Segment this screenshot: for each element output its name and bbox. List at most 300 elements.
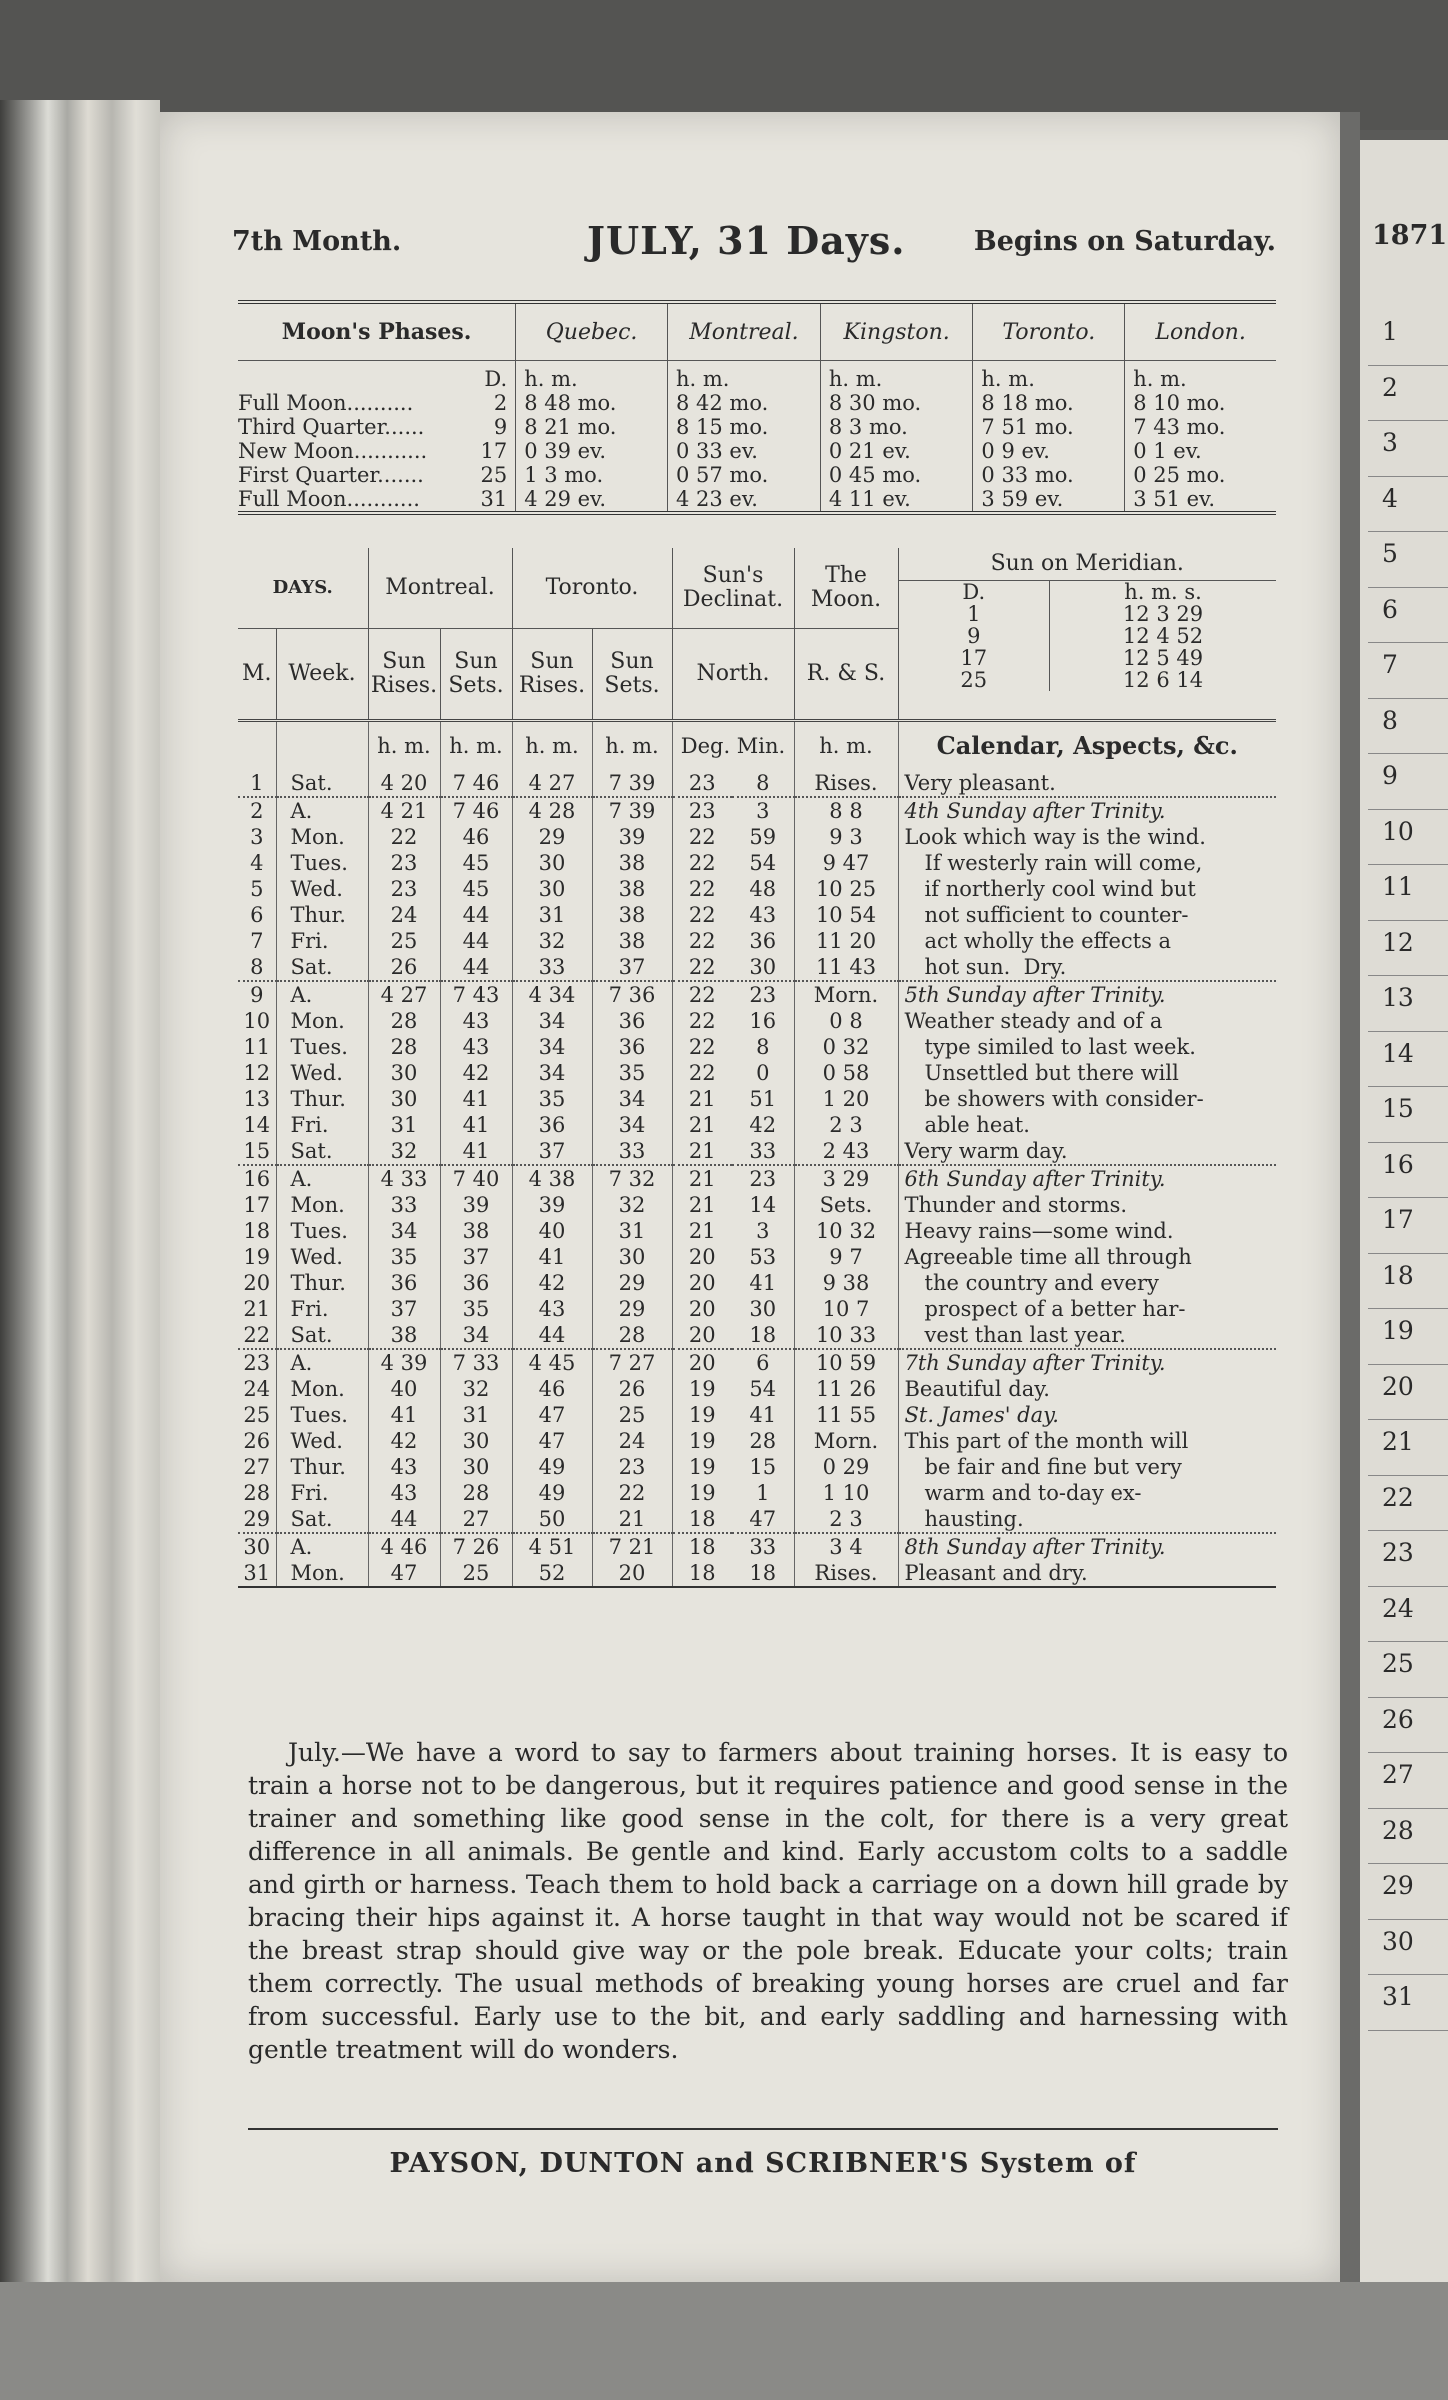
toronto-sunrise: 39 bbox=[512, 1192, 592, 1218]
toronto-sunset: 22 bbox=[592, 1480, 672, 1506]
montreal-sunrise: 26 bbox=[368, 954, 440, 981]
calendar-row bbox=[238, 954, 1276, 981]
declination-deg: 19 bbox=[688, 1377, 716, 1401]
day-number: 25 bbox=[238, 1402, 276, 1428]
facing-page-number: 20 bbox=[1368, 1365, 1448, 1421]
moon-phases-title: Moon's Phases. bbox=[238, 302, 516, 361]
declination-deg: 22 bbox=[688, 1061, 716, 1085]
moon-phase-time: 3 51 ev. bbox=[1133, 487, 1216, 511]
city-quebec: Quebec. bbox=[516, 302, 668, 361]
declination-deg: 21 bbox=[688, 1087, 716, 1111]
weekday: A. bbox=[276, 981, 368, 1008]
montreal-sunset: 7 26 bbox=[440, 1533, 512, 1560]
montreal-sunrise: 47 bbox=[368, 1560, 440, 1587]
weekday: Mon. bbox=[276, 1192, 368, 1218]
facing-page-number: 24 bbox=[1368, 1587, 1448, 1643]
declination-deg: 20 bbox=[672, 1349, 732, 1376]
moon-units-blank bbox=[238, 361, 480, 392]
day-number: 23 bbox=[238, 1349, 276, 1376]
moon-phase-time: 1 3 mo. bbox=[516, 463, 668, 487]
month-label: 7th Month. bbox=[232, 226, 402, 257]
montreal-sunrise: 34 bbox=[368, 1218, 440, 1244]
city-kingston: Kingston. bbox=[820, 302, 973, 361]
montreal-sunset: 44 bbox=[440, 954, 512, 981]
weekday: Fri. bbox=[276, 1112, 368, 1138]
toronto-sunrise: 41 bbox=[512, 1244, 592, 1270]
calendar-note: type similed to last week. bbox=[904, 1035, 1196, 1059]
calendar-row bbox=[238, 1376, 1276, 1402]
moon-rise-set: 11 43 bbox=[794, 954, 898, 981]
toronto-sunset: 37 bbox=[592, 954, 672, 981]
weekday: A. bbox=[276, 797, 368, 824]
montreal-sunrise: 28 bbox=[368, 1008, 440, 1034]
montreal-sunset: 7 40 bbox=[440, 1165, 512, 1192]
weekday: Mon. bbox=[276, 1376, 368, 1402]
montreal-sunset: 34 bbox=[440, 1322, 512, 1349]
meridian-time: 12 3 29 bbox=[1122, 602, 1204, 626]
day-number: 22 bbox=[238, 1322, 276, 1349]
day-number: 17 bbox=[238, 1192, 276, 1218]
moon-phase-name: Third Quarter...... bbox=[238, 415, 425, 439]
calendar-note: warm and to-day ex- bbox=[904, 1481, 1142, 1505]
days-header: DAYS. bbox=[238, 548, 368, 629]
facing-page-number: 26 bbox=[1368, 1698, 1448, 1754]
moon-phase-time: 0 25 mo. bbox=[1133, 463, 1226, 487]
declination-min: 42 bbox=[732, 1112, 794, 1138]
calendar-note: 5th Sunday after Trinity. bbox=[898, 981, 1276, 1008]
montreal-sunrise: 28 bbox=[368, 1034, 440, 1060]
moon-units-row bbox=[238, 361, 1276, 392]
moon-phase-time: 0 39 ev. bbox=[516, 439, 668, 463]
declination-min: 1 bbox=[732, 1480, 794, 1506]
declination-min: 30 bbox=[732, 954, 794, 981]
montreal-sunrise: 40 bbox=[368, 1376, 440, 1402]
toronto-sunset: 21 bbox=[592, 1506, 672, 1533]
moon-phases-body bbox=[238, 361, 1276, 514]
toronto-sunrise: 49 bbox=[512, 1480, 592, 1506]
calendar-row bbox=[238, 1218, 1276, 1244]
moon-phase-time: 8 18 mo. bbox=[973, 391, 1125, 415]
day-number: 29 bbox=[238, 1506, 276, 1533]
day-number: 21 bbox=[238, 1296, 276, 1322]
moon-rise-set: 2 3 bbox=[794, 1506, 898, 1533]
facing-page-number: 31 bbox=[1368, 1975, 1448, 2031]
weekday: A. bbox=[276, 1349, 368, 1376]
toronto-sunset: 26 bbox=[592, 1376, 672, 1402]
calendar-note: Heavy rains—some wind. bbox=[904, 1219, 1174, 1243]
montreal-sunset: 43 bbox=[440, 1034, 512, 1060]
toronto-sunset: 20 bbox=[592, 1560, 672, 1587]
calendar-note: act wholly the effects a bbox=[904, 929, 1172, 953]
montreal-sunset: 7 43 bbox=[440, 981, 512, 1008]
montreal-sunset: 41 bbox=[440, 1138, 512, 1165]
toronto-sunrise: 35 bbox=[512, 1086, 592, 1112]
toronto-sunrise: 47 bbox=[512, 1428, 592, 1454]
facing-page-number: 18 bbox=[1368, 1254, 1448, 1310]
meridian-time: 12 6 14 bbox=[1122, 668, 1204, 692]
toronto-sunrise: 30 bbox=[512, 850, 592, 876]
moon-phase-name: Full Moon........... bbox=[238, 487, 420, 511]
weekday: Wed. bbox=[276, 876, 368, 902]
weekday: Mon. bbox=[276, 824, 368, 850]
moon-phase-time: 8 21 mo. bbox=[516, 415, 668, 439]
calendar-note: Thunder and storms. bbox=[904, 1193, 1128, 1217]
toronto-sunset: 29 bbox=[592, 1296, 672, 1322]
declination-deg: 19 bbox=[688, 1403, 716, 1427]
moon-rise-set: Rises. bbox=[794, 1560, 898, 1587]
declination-min: 51 bbox=[732, 1086, 794, 1112]
moon-rise-set: 10 33 bbox=[794, 1322, 898, 1349]
moon-rise-set: 2 3 bbox=[794, 1112, 898, 1138]
day-number: 11 bbox=[238, 1034, 276, 1060]
calendar-row bbox=[238, 1402, 1276, 1428]
meridian-row bbox=[899, 669, 1277, 691]
moon-rise-set: 0 58 bbox=[794, 1060, 898, 1086]
moon-unit-day: D. bbox=[480, 361, 515, 392]
day-number: 19 bbox=[238, 1244, 276, 1270]
moon-phase-time: 8 15 mo. bbox=[667, 415, 820, 439]
calendar-row bbox=[238, 1060, 1276, 1086]
calendar-row bbox=[238, 902, 1276, 928]
calendar-note: 6th Sunday after Trinity. bbox=[898, 1165, 1276, 1192]
weekday: Wed. bbox=[276, 1060, 368, 1086]
moon-rise-set: 9 38 bbox=[794, 1270, 898, 1296]
weekday: A. bbox=[276, 1533, 368, 1560]
declination-min: 54 bbox=[732, 850, 794, 876]
calendar-row bbox=[238, 770, 1276, 797]
toronto-sunset: 34 bbox=[592, 1086, 672, 1112]
calendar-row bbox=[238, 1349, 1276, 1376]
day-number: 1 bbox=[238, 770, 276, 797]
facing-page-number: 22 bbox=[1368, 1476, 1448, 1532]
toronto-sunrise: 34 bbox=[512, 1060, 592, 1086]
montreal-sunset: 41 bbox=[440, 1112, 512, 1138]
montreal-sunrise: 38 bbox=[368, 1322, 440, 1349]
montreal-sunrise: 4 39 bbox=[368, 1349, 440, 1376]
declination-deg: 20 bbox=[688, 1245, 716, 1269]
calendar-row bbox=[238, 1165, 1276, 1192]
calendar-row bbox=[238, 797, 1276, 824]
calendar-row bbox=[238, 1296, 1276, 1322]
montreal-sunset: 41 bbox=[440, 1086, 512, 1112]
background-top bbox=[0, 0, 1448, 130]
declination-deg: 22 bbox=[688, 851, 716, 875]
declination-deg: 21 bbox=[688, 1193, 716, 1217]
declination-min: 59 bbox=[732, 824, 794, 850]
declination-min: 41 bbox=[732, 1270, 794, 1296]
page-footer: PAYSON, DUNTON and SCRIBNER'S System of bbox=[389, 2148, 1137, 2179]
toronto-sunset: 32 bbox=[592, 1192, 672, 1218]
weekday: A. bbox=[276, 1165, 368, 1192]
montreal-sunrise: 23 bbox=[368, 876, 440, 902]
moon-rise-set: 0 32 bbox=[794, 1034, 898, 1060]
weekday: Wed. bbox=[276, 1428, 368, 1454]
declination-min: 28 bbox=[732, 1428, 794, 1454]
day-number: 20 bbox=[238, 1270, 276, 1296]
montreal-sunrise: 44 bbox=[368, 1506, 440, 1533]
declination-deg: 19 bbox=[688, 1481, 716, 1505]
montreal-sunset: 25 bbox=[440, 1560, 512, 1587]
moon-phase-day: 9 bbox=[480, 415, 515, 439]
montreal-sunset: 45 bbox=[440, 876, 512, 902]
calendar-note: Agreeable time all through bbox=[904, 1245, 1192, 1269]
declination-deg: 21 bbox=[688, 1139, 716, 1163]
declination-min: 23 bbox=[732, 981, 794, 1008]
background-bottom bbox=[0, 2282, 1448, 2400]
calendar-row bbox=[238, 850, 1276, 876]
moon-rise-set: 1 10 bbox=[794, 1480, 898, 1506]
moon-rise-set: 1 20 bbox=[794, 1086, 898, 1112]
toronto-sunrise: 47 bbox=[512, 1402, 592, 1428]
calendar-row bbox=[238, 1322, 1276, 1349]
montreal-sunset: 36 bbox=[440, 1270, 512, 1296]
toronto-sunset: 34 bbox=[592, 1112, 672, 1138]
moon-phase-day: 17 bbox=[480, 439, 515, 463]
toronto-sunrise: 43 bbox=[512, 1296, 592, 1322]
meridian-unit-hms: h. m. s. bbox=[1124, 580, 1202, 604]
unit-hm: h. m. bbox=[368, 721, 440, 771]
weekday: Sat. bbox=[276, 1322, 368, 1349]
weekday: Tues. bbox=[276, 1218, 368, 1244]
facing-page-number: 14 bbox=[1368, 1032, 1448, 1088]
moon-phase-time: 0 33 ev. bbox=[667, 439, 820, 463]
weekday: Sat. bbox=[276, 954, 368, 981]
moon-phase-name: Full Moon.......... bbox=[238, 391, 414, 415]
day-number: 8 bbox=[238, 954, 276, 981]
declination-deg: 21 bbox=[672, 1165, 732, 1192]
moon-rise-set: 9 7 bbox=[794, 1244, 898, 1270]
weekday: Thur. bbox=[276, 1086, 368, 1112]
meridian-table bbox=[899, 581, 1277, 691]
declination-deg: 19 bbox=[688, 1455, 716, 1479]
toronto-sunrise: 50 bbox=[512, 1506, 592, 1533]
toronto-sunrise: 52 bbox=[512, 1560, 592, 1587]
montreal-sunrise: 43 bbox=[368, 1480, 440, 1506]
montreal-sunset: 7 33 bbox=[440, 1349, 512, 1376]
week-header: Week. bbox=[276, 629, 368, 721]
calendar-note: hausting. bbox=[904, 1507, 1024, 1531]
calendar-row bbox=[238, 1034, 1276, 1060]
toronto-sunrise: 34 bbox=[512, 1034, 592, 1060]
declination-deg: 18 bbox=[688, 1561, 716, 1585]
facing-page-number: 12 bbox=[1368, 921, 1448, 977]
moon-rise-set: 9 3 bbox=[794, 824, 898, 850]
declination-deg: 20 bbox=[688, 1271, 716, 1295]
toronto-sunrise: 33 bbox=[512, 954, 592, 981]
declination-deg: 21 bbox=[688, 1219, 716, 1243]
moon-phase-time: 4 23 ev. bbox=[667, 487, 820, 513]
declination-header: Sun's Declinat. bbox=[672, 548, 794, 629]
calendar-body bbox=[238, 721, 1276, 1588]
toronto-sunset: 29 bbox=[592, 1270, 672, 1296]
day-number: 5 bbox=[238, 876, 276, 902]
day-number: 15 bbox=[238, 1138, 276, 1165]
moon-rise-set: 11 20 bbox=[794, 928, 898, 954]
montreal-sunset: 44 bbox=[440, 902, 512, 928]
calendar-row bbox=[238, 1008, 1276, 1034]
meridian-units-row bbox=[899, 581, 1277, 603]
weekday: Tues. bbox=[276, 1034, 368, 1060]
moon-rise-set: 9 47 bbox=[794, 850, 898, 876]
day-number: 24 bbox=[238, 1376, 276, 1402]
day-number: 31 bbox=[238, 1560, 276, 1587]
toronto-sunset: 35 bbox=[592, 1060, 672, 1086]
moon-phase-name: First Quarter....... bbox=[238, 463, 424, 487]
toronto-sunset: 24 bbox=[592, 1428, 672, 1454]
moon-header: The Moon. bbox=[794, 548, 898, 629]
montreal-sunset: 38 bbox=[440, 1218, 512, 1244]
montreal-sunrise: 31 bbox=[368, 1112, 440, 1138]
toronto-sunrise: 37 bbox=[512, 1138, 592, 1165]
facing-page-number: 8 bbox=[1368, 699, 1448, 755]
calendar-note: hot sun. Dry. bbox=[904, 955, 1067, 979]
facing-page-number: 28 bbox=[1368, 1809, 1448, 1865]
moon-rise-set: Sets. bbox=[794, 1192, 898, 1218]
moon-rise-set: 11 26 bbox=[794, 1376, 898, 1402]
declination-deg: 23 bbox=[672, 797, 732, 824]
declination-deg: 23 bbox=[688, 771, 716, 795]
meridian-block bbox=[898, 548, 1276, 721]
weekday: Sat. bbox=[276, 770, 368, 797]
toronto-sunrise: 31 bbox=[512, 902, 592, 928]
weekday: Mon. bbox=[276, 1560, 368, 1587]
weekday: Mon. bbox=[276, 1008, 368, 1034]
moon-unit-hm: h. m. bbox=[516, 361, 668, 392]
declination-deg: 22 bbox=[688, 1009, 716, 1033]
toronto-sunset: 36 bbox=[592, 1008, 672, 1034]
toronto-sunrise: 4 38 bbox=[512, 1165, 592, 1192]
calendar-row bbox=[238, 1138, 1276, 1165]
calendar-row bbox=[238, 1270, 1276, 1296]
weekday: Tues. bbox=[276, 1402, 368, 1428]
moon-rise-set: 10 59 bbox=[794, 1349, 898, 1376]
declination-min: 54 bbox=[732, 1376, 794, 1402]
montreal-sunset: 28 bbox=[440, 1480, 512, 1506]
declination-min: 43 bbox=[732, 902, 794, 928]
moon-phase-time: 0 33 mo. bbox=[973, 463, 1125, 487]
toronto-sunrise: 4 28 bbox=[512, 797, 592, 824]
moon-phase-row bbox=[238, 463, 1276, 487]
toronto-sunset: 7 39 bbox=[592, 770, 672, 797]
moon-phase-name: New Moon........... bbox=[238, 439, 428, 463]
declination-deg: 20 bbox=[688, 1323, 716, 1347]
declination-min: 16 bbox=[732, 1008, 794, 1034]
toronto-sunrise: 34 bbox=[512, 1008, 592, 1034]
montreal-sunset: 32 bbox=[440, 1376, 512, 1402]
calendar-note: be fair and fine but very bbox=[904, 1455, 1182, 1479]
montreal-sunrise: 42 bbox=[368, 1428, 440, 1454]
calendar-row bbox=[238, 1244, 1276, 1270]
calendar-row bbox=[238, 981, 1276, 1008]
moon-phase-time: 0 21 ev. bbox=[820, 439, 973, 463]
montreal-sunset: 44 bbox=[440, 928, 512, 954]
montreal-sunset: 37 bbox=[440, 1244, 512, 1270]
m-header: M. bbox=[238, 629, 276, 721]
declination-deg: 18 bbox=[672, 1533, 732, 1560]
toronto-rises-header: Sun Rises. bbox=[512, 629, 592, 721]
toronto-sunrise: 4 27 bbox=[512, 770, 592, 797]
calendar-row bbox=[238, 1533, 1276, 1560]
montreal-sunrise: 22 bbox=[368, 824, 440, 850]
calendar-row bbox=[238, 1506, 1276, 1533]
toronto-sunset: 36 bbox=[592, 1034, 672, 1060]
facing-page-number: 11 bbox=[1368, 865, 1448, 921]
toronto-sunset: 38 bbox=[592, 850, 672, 876]
footer-rule bbox=[248, 2128, 1278, 2130]
declination-min: 48 bbox=[732, 876, 794, 902]
calendar-note: Weather steady and of a bbox=[904, 1009, 1163, 1033]
calendar-note: prospect of a better har- bbox=[904, 1297, 1186, 1321]
montreal-sunrise: 4 27 bbox=[368, 981, 440, 1008]
unit-hm: h. m. bbox=[592, 721, 672, 771]
toronto-sunset: 7 21 bbox=[592, 1533, 672, 1560]
toronto-sunset: 7 32 bbox=[592, 1165, 672, 1192]
declination-deg: 22 bbox=[688, 955, 716, 979]
moon-phases-header bbox=[238, 302, 1276, 361]
moon-phase-time: 4 11 ev. bbox=[820, 487, 973, 513]
moon-rise-set: 8 8 bbox=[794, 797, 898, 824]
montreal-rises-header: Sun Rises. bbox=[368, 629, 440, 721]
toronto-sunset: 7 36 bbox=[592, 981, 672, 1008]
toronto-sunrise: 44 bbox=[512, 1322, 592, 1349]
meridian-title: Sun on Meridian. bbox=[899, 548, 1277, 581]
declination-deg: 18 bbox=[688, 1507, 716, 1531]
montreal-sunrise: 43 bbox=[368, 1454, 440, 1480]
moon-phase-time: 0 57 mo. bbox=[667, 463, 820, 487]
declination-min: 33 bbox=[732, 1138, 794, 1165]
montreal-header: Montreal. bbox=[368, 548, 512, 629]
moon-rise-set: 10 25 bbox=[794, 876, 898, 902]
city-london: London. bbox=[1125, 302, 1276, 361]
book-spine bbox=[0, 100, 160, 2300]
day-number: 3 bbox=[238, 824, 276, 850]
moon-phase-time: 8 42 mo. bbox=[667, 391, 820, 415]
meridian-unit-d: D. bbox=[899, 581, 1050, 603]
montreal-sunset: 31 bbox=[440, 1402, 512, 1428]
montreal-sunset: 7 46 bbox=[440, 770, 512, 797]
weekday: Fri. bbox=[276, 1296, 368, 1322]
toronto-sunrise: 32 bbox=[512, 928, 592, 954]
declination-min: 3 bbox=[732, 797, 794, 824]
moon-phase-time: 8 30 mo. bbox=[820, 391, 973, 415]
facing-page-number: 9 bbox=[1368, 754, 1448, 810]
montreal-sunrise: 23 bbox=[368, 850, 440, 876]
montreal-sunset: 7 46 bbox=[440, 797, 512, 824]
facing-page-number: 15 bbox=[1368, 1087, 1448, 1143]
toronto-sunrise: 49 bbox=[512, 1454, 592, 1480]
declination-min: 18 bbox=[732, 1560, 794, 1587]
moon-phase-time: 7 43 mo. bbox=[1133, 415, 1226, 439]
toronto-sunset: 38 bbox=[592, 876, 672, 902]
montreal-sunset: 45 bbox=[440, 850, 512, 876]
moon-rise-set: 3 29 bbox=[794, 1165, 898, 1192]
toronto-sunrise: 42 bbox=[512, 1270, 592, 1296]
declination-min: 53 bbox=[732, 1244, 794, 1270]
moon-unit-hm: h. m. bbox=[820, 361, 973, 392]
toronto-sunset: 33 bbox=[592, 1138, 672, 1165]
units-row bbox=[238, 721, 1276, 771]
declination-min: 0 bbox=[732, 1060, 794, 1086]
day-number: 14 bbox=[238, 1112, 276, 1138]
july-article: July.—We have a word to say to farmers about training horses. It is easy to train a horse not to be dangerous, but it requires patience and good sense in the trainer and something like good sense in the colt, for there is a very great difference in all animals. Be gentle and kind. Early accustom colts to a saddle and girth or harness. Teach them to hold back a carriage on a down hill grade by bracing their hips against it. A horse taught in that way would not be scared if the breast strap should give way or the pole break. Educate your colts; train them correctly. The usual methods of breaking young horses are cruel and far from successful. Early use to the bit, and early saddling and harnessing with gentle treatment will do wonders. bbox=[248, 1738, 1288, 2064]
declination-deg: 22 bbox=[672, 981, 732, 1008]
montreal-sunset: 27 bbox=[440, 1506, 512, 1533]
moon-phase-day: 2 bbox=[480, 391, 515, 415]
moon-unit-hm: h. m. bbox=[973, 361, 1125, 392]
declination-min: 8 bbox=[732, 770, 794, 797]
moon-phase-time: 7 51 mo. bbox=[973, 415, 1125, 439]
facing-page-number: 3 bbox=[1368, 421, 1448, 477]
